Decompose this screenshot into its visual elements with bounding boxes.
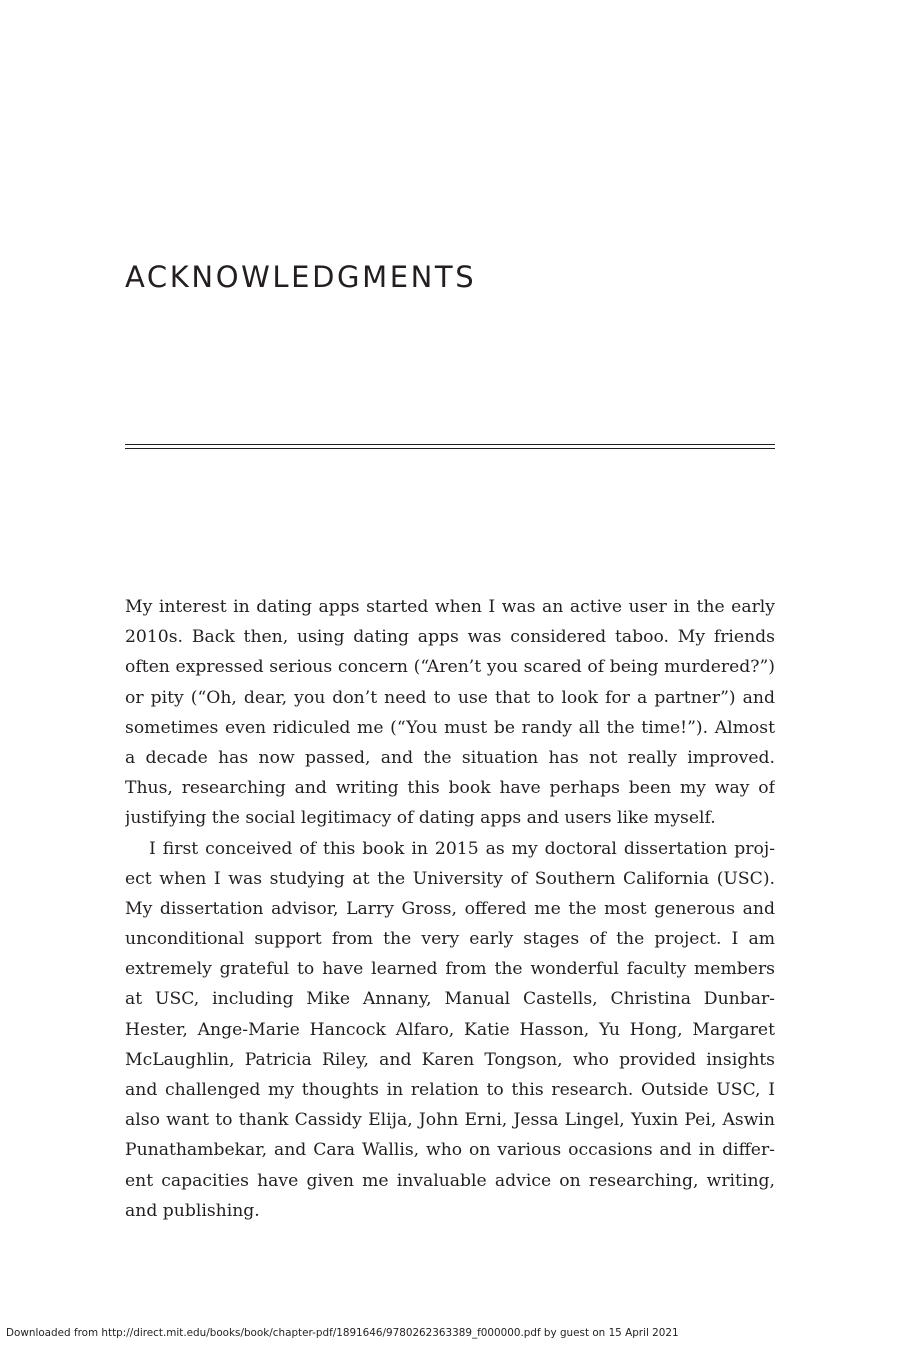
text-line: My interest in dating apps started when I was an active user in the early [125, 597, 775, 617]
text-line: and publishing. [125, 1200, 260, 1221]
text-line: I first conceived of this book in 2015 as my doctoral dissertation proj- [149, 838, 775, 859]
double-rule-divider [125, 444, 775, 449]
download-footer: Downloaded from http://direct.mit.edu/books/book/chapter-pdf/1891646/9780262363389_f000000.pdf by guest on 15 April 2021 [6, 1327, 679, 1339]
text-line: ent capacities have given me invaluable advice on researching, writing, [125, 1170, 775, 1191]
text-line: 2010s. Back then, using dating apps was considered taboo. My friends [125, 627, 775, 648]
text-line: ect when I was studying at the University of Southern California (USC). [125, 868, 775, 889]
text-line: Hester, Ange-Marie Hancock Alfaro, Katie Hasson, Yu Hong, Margaret [125, 1019, 775, 1040]
text-line: Punathambekar, and Cara Wallis, who on various occasions and in differ- [125, 1140, 775, 1161]
text-line: sometimes even ridiculed me (“You must be randy all the time!”). Almost [125, 717, 775, 738]
paragraph-1 [125, 592, 775, 834]
text-line: a decade has now passed, and the situation has not really improved. [125, 747, 775, 768]
text-line: often expressed serious concern (“Aren’t you scared of being murdered?”) [125, 657, 775, 678]
body-text [125, 592, 775, 1226]
text-line: McLaughlin, Patricia Riley, and Karen Tongson, who provided insights [125, 1049, 775, 1070]
text-line: justifying the social legitimacy of dating apps and users like myself. [125, 808, 716, 829]
text-line: at USC, including Mike Annany, Manual Castells, Christina Dunbar- [125, 989, 775, 1010]
text-line: My dissertation advisor, Larry Gross, offered me the most generous and [125, 898, 775, 919]
text-line: and challenged my thoughts in relation to this research. Outside USC, I [125, 1080, 775, 1100]
text-line: extremely grateful to have learned from the wonderful faculty members [125, 959, 775, 980]
paragraph-2 [125, 834, 775, 1226]
chapter-heading: ACKNOWLEDGMENTS [125, 260, 477, 294]
text-line: or pity (“Oh, dear, you don’t need to use that to look for a partner”) and [125, 687, 775, 708]
text-line: Thus, researching and writing this book have perhaps been my way of [125, 778, 775, 799]
text-line: unconditional support from the very early stages of the project. I am [125, 929, 775, 950]
text-line: also want to thank Cassidy Elija, John Erni, Jessa Lingel, Yuxin Pei, Aswin [125, 1110, 775, 1131]
